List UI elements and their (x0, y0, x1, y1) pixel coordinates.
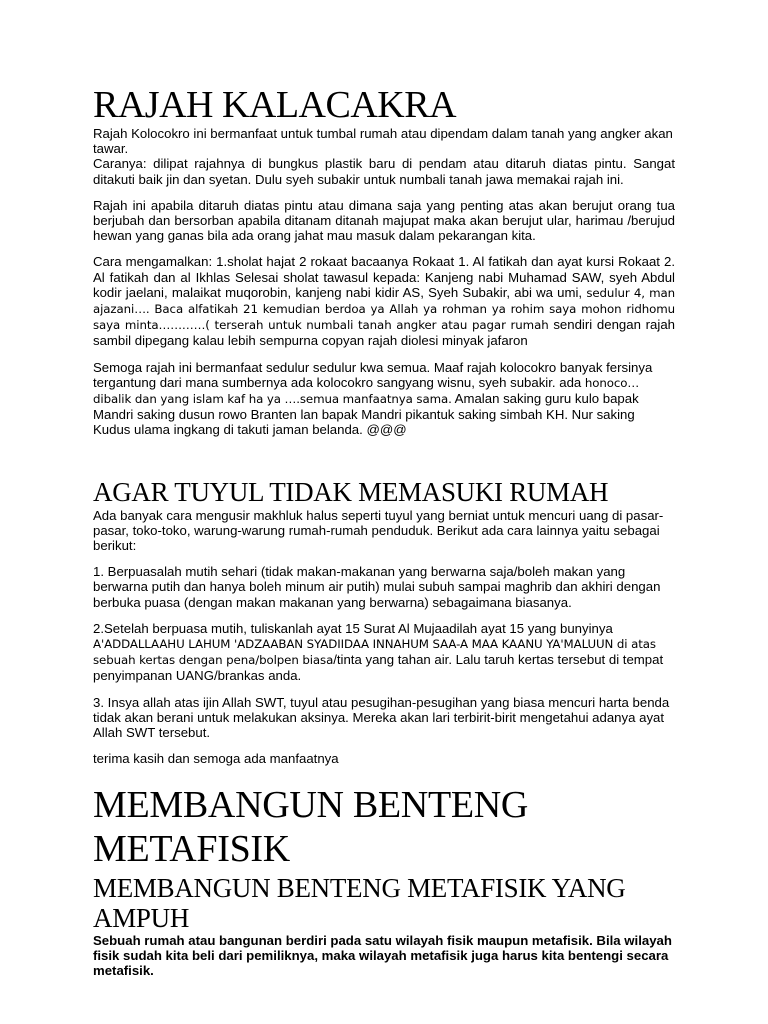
paragraph: Rajah ini apabila ditaruh diatas pintu atau dimana saja yang penting atas akan berujut orang tua berjubah dan bersorban apabila ditanam ditanah majupat maka akan berujut ular, harimau /berujud hewan yang ganas bila ada orang jahat mau masuk dalam pekarangan kita. (93, 197, 675, 244)
paragraph (93, 254, 675, 348)
paragraph: Sebuah rumah atau bangunan berdiri pada satu wilayah fisik maupun metafisik. Bila wilayah fisik sudah kita beli dari pemiliknya, maka wilayah metafisik juga harus kita bentengi secara metafisik. (93, 932, 672, 978)
paragraph-text: sedulur 4, man ajazani…. Baca alfatikah 21 kemudian berdoa ya Allah ya rohman ya rohim saya mohon ridhomu saya minta…………( terserah untuk numbali tanah angker atau pagar rumah (93, 285, 675, 333)
paragraph-text: Amalan saking guru kulo bapak Mandri saking dusun rowo Branten lan bapak Mandri pikantuk saking simbah KH. Nur saking Kudus ulama ingkang di takuti jaman belanda. @@@ (93, 391, 639, 438)
paragraph: 1. Berpuasalah mutih sehari (tidak makan-makanan yang berwarna saja/boleh makan yang berwarna putih dan hanya boleh minum air putih) mulai subuh sampai maghrib dan akhiri dengan berbuka puasa (dengan makan makanan yang berwarna) sebagaimana biasanya. (93, 564, 661, 610)
paragraph-text: /tinta yang tahan air. Lalu taruh kertas tersebut di tempat penyimpanan UANG/brankas anda. (93, 652, 664, 684)
paragraph-text: Cara mengamalkan: 1.sholat hajat 2 rokaat bacaanya Rokaat 1. Al fatikah dan ayat kursi Rokaat 2. Al fatikah dan al Ikhlas Selesai sholat tawasul kepada: Kanjeng nabi Muhamad SAW, syeh Abdul kodir jaelani, malaikat muqorobin, kanjeng nabi kidir AS, Syeh Subakir, abi wa umi, (93, 254, 675, 300)
paragraph-text: Rajah Kolocokro ini bermanfaat untuk tumbal rumah atau dipendam dalam tanah yang angker akan tawar. (93, 126, 673, 157)
paragraph: Ada banyak cara mengusir makhluk halus seperti tuyul yang berniat untuk mencuri uang di pasar-pasar, toko-toko, warung-warung rumah-rumah penduduk. Berikut ada cara lainnya yaitu sebagai berikut: (93, 507, 664, 554)
paragraph-text: sendiri dengan rajah sambil dipegang kalau lebih sempurna copyan rajah diolesi minyak jafaron (93, 317, 675, 349)
paragraph-text: honoco…dibalik dan yang islam kaf ha ya ….semua manfaatnya sama. (93, 375, 640, 407)
paragraph: 3. Insya allah atas ijin Allah SWT, tuyul atau pesugihan-pesugihan yang biasa mencuri harta benda tidak akan berani untuk melakukan aksinya. Mereka akan lari terbirit-birit mengetahui adanya ayat Allah SWT tersebut. (93, 694, 670, 741)
paragraph (93, 126, 675, 187)
heading-rajah-kalacakra: RAJAH KALACAKRA (93, 84, 457, 126)
paragraph: terima kasih dan semoga ada manfaatnya (93, 751, 339, 767)
paragraph-text: A'ADDALLAAHU LAHUM 'ADZAABAN SYADIIDAA INNAHUM SAA-A MAA KAANU YA'MALUUN di atas sebuah kertas dengan pena/bolpen biasa (93, 637, 656, 668)
document-content (93, 84, 675, 978)
paragraph-text: Semoga rajah ini bermanfaat sedulur sedulur kwa semua. Maaf rajah kolocokro banyak fersinya tergantung dari mana sumbernya ada kolocokro sangyang wisnu, syeh subakir. ada (93, 359, 653, 390)
subheading-benteng-ampuh: MEMBANGUN BENTENG METAFISIK YANG AMPUH (93, 872, 626, 933)
paragraph-text: 2.Setelah berpuasa mutih, tuliskanlah ayat 15 Surat Al Mujaadilah ayat 15 yang bunyinya (93, 620, 613, 636)
paragraph (93, 621, 675, 684)
heading-membangun-benteng: MEMBANGUN BENTENG METAFISIK (93, 783, 529, 870)
paragraph (93, 360, 675, 438)
paragraph-text: Caranya: dilipat rajahnya di bungkus plastik baru di pendam atau ditaruh diatas pintu. Sangat ditakuti baik jin dan syetan. Dulu syeh subakir untuk numbali tanah jawa memakai rajah ini. (93, 156, 675, 187)
heading-agar-tuyul: AGAR TUYUL TIDAK MEMASUKI RUMAH (93, 476, 609, 507)
